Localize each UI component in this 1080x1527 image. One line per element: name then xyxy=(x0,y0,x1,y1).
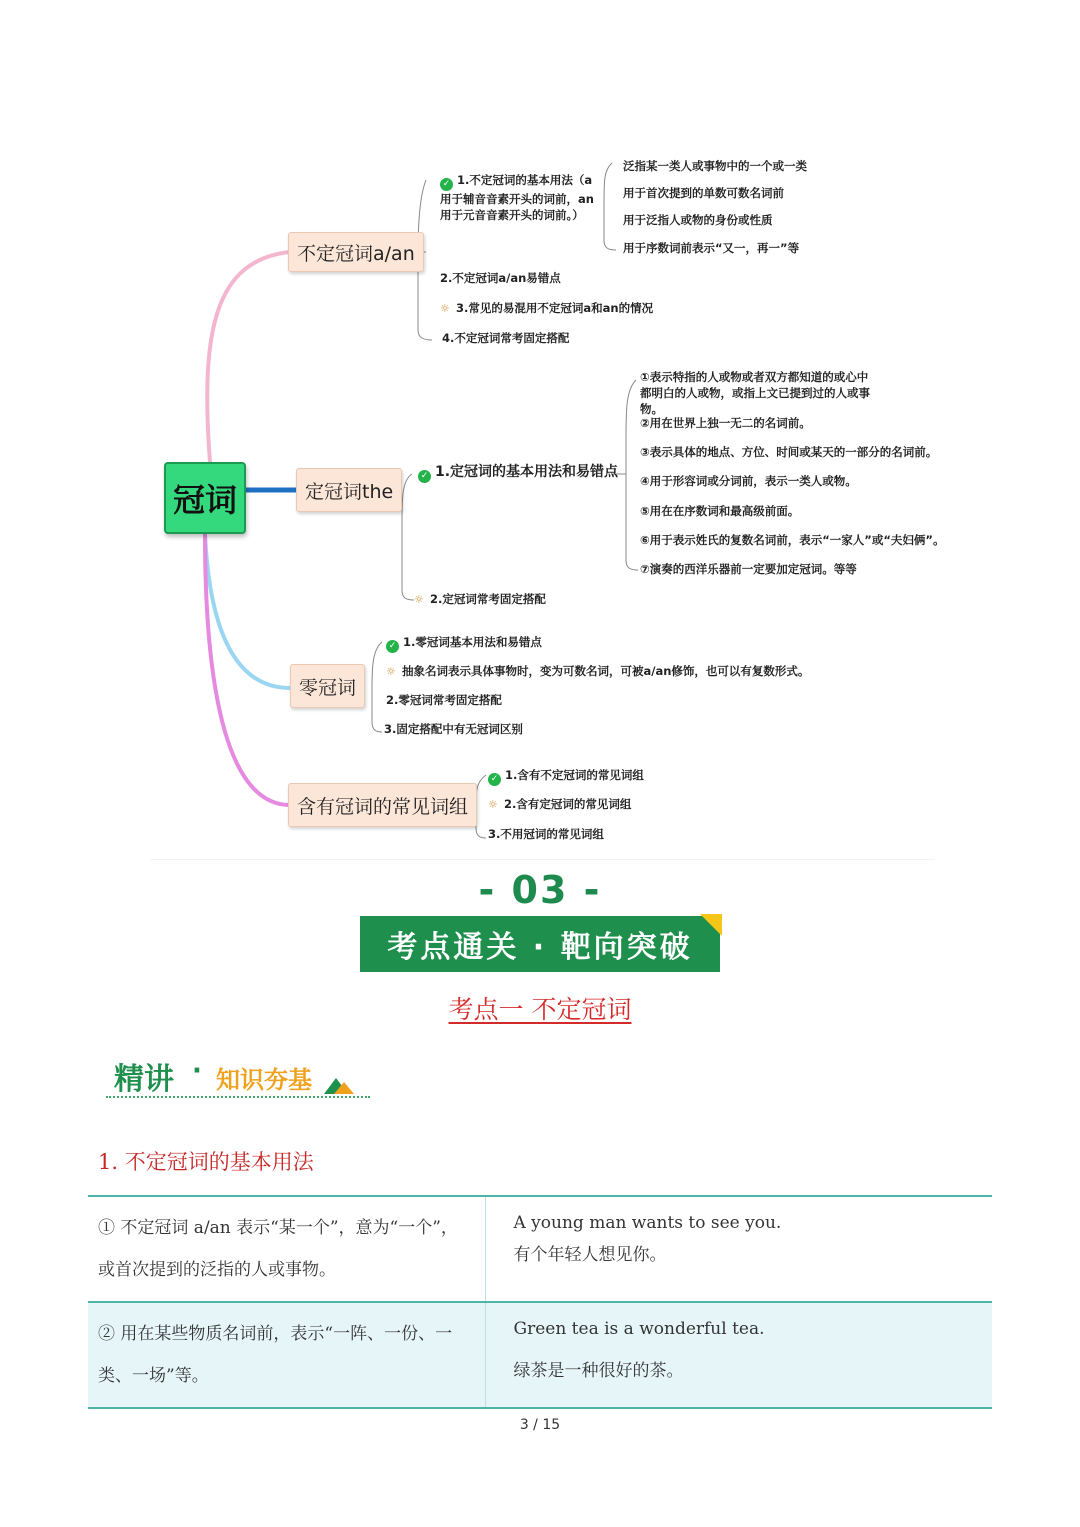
kaodian-title: 考点一 不定冠词 xyxy=(448,995,632,1024)
bulb-icon: ☼ xyxy=(488,798,498,811)
example-zh: 有个年轻人想见你。 xyxy=(513,1245,667,1265)
node-definite-detail-1: ①表示特指的人或物或者双方都知道的或心中都明白的人或物，或指上文已提到过的人或事物。 xyxy=(640,370,870,416)
section-number: - 03 - xyxy=(478,868,602,912)
section-banner: 考点通关 · 靶向突破 xyxy=(360,916,720,972)
table-row xyxy=(88,1302,992,1408)
table-row xyxy=(88,1196,992,1302)
node-definite-basic: ✓ 1.定冠词的基本用法和易错点 xyxy=(418,464,618,483)
connector-root-indefinite xyxy=(207,252,290,462)
node-definite-detail-4: ④用于形容词或分词前，表示一类人或物。 xyxy=(640,474,857,488)
bulb-icon: ☼ xyxy=(440,302,450,315)
node-phrases-indefinite: ✓ 1.含有不定冠词的常见词组 xyxy=(488,767,644,786)
jingjiang-header xyxy=(106,1052,376,1104)
node-indefinite-detail-1: 泛指某一类人或事物中的一个或一类 xyxy=(623,159,807,173)
branch-article-phrases: 含有冠词的常见词组 xyxy=(288,783,477,827)
node-definite-detail-2: ②用在世界上独一无二的名词前。 xyxy=(640,416,811,430)
node-zero-collocations: 2.零冠词常考固定搭配 xyxy=(386,693,502,707)
branch-definite-article: 定冠词the xyxy=(296,468,402,512)
connector-root-zero xyxy=(205,534,290,688)
check-icon: ✓ xyxy=(418,470,431,483)
jingjiang-sub: 知识夯基 xyxy=(216,1066,312,1094)
node-indefinite-detail-2: 用于首次提到的单数可数名词前 xyxy=(623,186,784,200)
usage-table xyxy=(88,1195,992,1409)
node-definite-detail-3: ③表示具体的地点、方位、时间或某天的一部分的名词前。 xyxy=(640,445,938,459)
check-icon: ✓ xyxy=(386,640,399,653)
example-en: Green tea is a wonderful tea. xyxy=(513,1319,765,1339)
node-indefinite-confusion: ☼ 3.常见的易混用不定冠词a和an的情况 xyxy=(440,301,654,315)
node-zero-basic: ✓ 1.零冠词基本用法和易错点 xyxy=(386,634,542,653)
mountain-icon xyxy=(324,1074,354,1096)
check-icon: ✓ xyxy=(488,773,501,786)
node-definite-detail-7: ⑦演奏的西洋乐器前一定要加定冠词。等等 xyxy=(640,562,857,576)
node-zero-difference: 3.固定搭配中有无冠词区别 xyxy=(384,722,523,736)
node-definite-detail-5: ⑤用在在序数词和最高级前面。 xyxy=(640,504,800,518)
bracket-definite xyxy=(402,474,414,600)
node-indefinite-detail-4: 用于序数词前表示“又一，再一”等 xyxy=(623,241,800,255)
branch-indefinite-article: 不定冠词a/an xyxy=(288,232,424,272)
bulb-icon: ☼ xyxy=(414,593,424,606)
table-cell-rule: ② 用在某些物质名词前，表示“一阵、一份、一类、一场”等。 xyxy=(88,1302,485,1408)
node-indefinite-detail-3: 用于泛指人或物的身份或性质 xyxy=(623,213,773,227)
bracket-phrases xyxy=(476,775,486,838)
jingjiang-underline xyxy=(106,1096,370,1098)
example-zh: 绿茶是一种很好的茶。 xyxy=(513,1361,684,1381)
check-icon: ✓ xyxy=(440,178,453,191)
mind-map-root: 冠词 xyxy=(164,462,246,534)
node-indefinite-basic: ✓ 1.不定冠词的基本用法（a用于辅音音素开头的词前，an 用于元音音素开头的词前。） xyxy=(440,173,594,222)
jingjiang-dot: · xyxy=(192,1056,202,1086)
node-indefinite-collocations: 4.不定冠词常考固定搭配 xyxy=(442,331,570,345)
bracket-definite-details xyxy=(626,380,638,570)
branch-zero-article: 零冠词 xyxy=(290,664,365,708)
example-en: A young man wants to see you. xyxy=(513,1213,782,1233)
node-definite-detail-6: ⑥用于表示姓氏的复数名词前，表示“一家人”或“夫妇俩”。 xyxy=(640,533,945,547)
node-phrases-none: 3.不用冠词的常见词组 xyxy=(488,827,604,841)
bulb-icon: ☼ xyxy=(386,665,396,678)
node-zero-abstract: ☼ 抽象名词表示具体事物时，变为可数名词，可被a/an修饰，也可以有复数形式。 xyxy=(386,664,810,678)
node-definite-collocations: ☼ 2.定冠词常考固定搭配 xyxy=(414,592,546,606)
bracket-zero xyxy=(372,642,382,732)
banner-corner-decoration xyxy=(700,914,722,936)
node-phrases-definite: ☼ 2.含有定冠词的常见词组 xyxy=(488,797,632,811)
bracket-indefinite-details xyxy=(604,163,616,250)
table-cell-example xyxy=(485,1302,992,1408)
jingjiang-main: 精讲 xyxy=(114,1062,174,1097)
section-heading: 1. 不定冠词的基本用法 xyxy=(98,1150,314,1174)
table-cell-example xyxy=(485,1196,992,1302)
table-cell-rule: ① 不定冠词 a/an 表示“某一个”，意为“一个”，或首次提到的泛指的人或事物。 xyxy=(88,1196,485,1302)
page-number: 3 / 15 xyxy=(519,1417,561,1433)
node-indefinite-mistakes: 2.不定冠词a/an易错点 xyxy=(440,271,561,285)
connector-root-phrases xyxy=(205,534,290,805)
